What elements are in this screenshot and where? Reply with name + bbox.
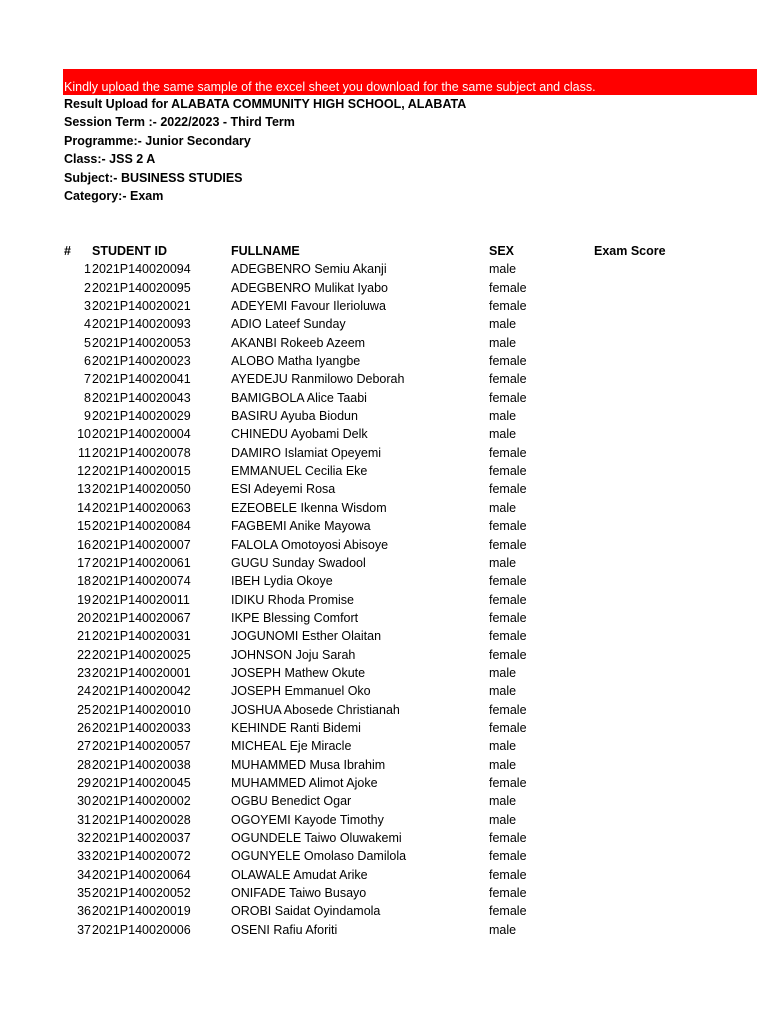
row-number: 30 xyxy=(77,794,91,809)
fullname-cell: ADEGBENRO Mulikat Iyabo xyxy=(231,280,388,295)
student-id-cell: 2021P140020052 xyxy=(92,886,191,901)
student-id-cell: 2021P140020042 xyxy=(92,684,191,699)
fullname-cell: OGOYEMI Kayode Timothy xyxy=(231,812,384,827)
fullname-cell: JOGUNOMI Esther Olaitan xyxy=(231,629,382,644)
student-id-cell: 2021P140020028 xyxy=(92,812,191,827)
row-number: 2 xyxy=(84,280,91,295)
sex-cell: male xyxy=(489,427,517,442)
programme: Programme:- Junior Secondary xyxy=(64,133,251,148)
student-table xyxy=(0,242,768,939)
sex-cell: female xyxy=(489,445,527,460)
table-row xyxy=(0,389,768,407)
row-number: 29 xyxy=(77,775,91,790)
student-id-cell: 2021P140020093 xyxy=(92,317,191,332)
student-id-cell: 2021P140020072 xyxy=(92,849,191,864)
table-row xyxy=(0,536,768,554)
student-id-cell: 2021P140020094 xyxy=(92,262,191,277)
student-id-cell: 2021P140020078 xyxy=(92,445,191,460)
row-number: 12 xyxy=(77,464,91,479)
table-row xyxy=(0,370,768,388)
fullname-cell: DAMIRO Islamiat Opeyemi xyxy=(231,445,382,460)
sex-cell: female xyxy=(489,574,527,589)
table-row xyxy=(0,866,768,884)
sex-cell: female xyxy=(489,280,527,295)
student-id-cell: 2021P140020011 xyxy=(92,592,190,607)
row-number: 11 xyxy=(78,445,91,460)
sex-cell: female xyxy=(489,482,527,497)
row-number: 10 xyxy=(77,427,91,442)
row-number: 4 xyxy=(84,317,91,332)
fullname-cell: MUHAMMED Alimot Ajoke xyxy=(231,775,378,790)
row-number: 8 xyxy=(84,390,91,405)
row-number: 32 xyxy=(77,831,91,845)
fullname-cell: OGUNDELE Taiwo Oluwakemi xyxy=(231,831,402,845)
row-number: 28 xyxy=(77,757,91,772)
table-row xyxy=(0,811,768,829)
student-id-cell: 2021P140020015 xyxy=(92,464,191,479)
fullname-cell: JOSEPH Emmanuel Oko xyxy=(231,684,371,699)
sex-cell: female xyxy=(489,354,527,369)
fullname-cell: ADEGBENRO Semiu Akanji xyxy=(231,262,387,277)
row-number: 16 xyxy=(77,537,91,552)
sex-cell: male xyxy=(489,500,517,515)
fullname-cell: BAMIGBOLA Alice Taabi xyxy=(231,390,367,405)
fullname-cell: JOHNSON Joju Sarah xyxy=(231,647,356,662)
fullname-cell: MUHAMMED Musa Ibrahim xyxy=(231,757,386,772)
table-row xyxy=(0,756,768,774)
student-id-cell: 2021P140020063 xyxy=(92,500,191,515)
header-exam-score: Exam Score xyxy=(594,244,666,258)
fullname-cell: ESI Adeyemi Rosa xyxy=(231,482,336,497)
sex-cell: male xyxy=(489,665,517,680)
student-id-cell: 2021P140020010 xyxy=(92,702,191,717)
table-row xyxy=(0,499,768,517)
row-number: 6 xyxy=(84,354,91,369)
fullname-cell: FAGBEMI Anike Mayowa xyxy=(231,519,371,534)
table-row xyxy=(0,627,768,645)
table-row xyxy=(0,719,768,737)
sex-cell: male xyxy=(489,794,517,809)
sex-cell: male xyxy=(489,684,517,699)
table-row xyxy=(0,609,768,627)
row-number: 34 xyxy=(77,867,91,882)
sex-cell: female xyxy=(489,886,527,901)
table-row xyxy=(0,847,768,865)
fullname-cell: GUGU Sunday Swadool xyxy=(231,555,366,570)
student-id-cell: 2021P140020064 xyxy=(92,867,191,882)
student-id-cell: 2021P140020084 xyxy=(92,519,191,534)
fullname-cell: IKPE Blessing Comfort xyxy=(231,610,359,625)
table-row xyxy=(0,462,768,480)
table-row xyxy=(0,517,768,535)
school-title: Result Upload for ALABATA COMMUNITY HIGH SCHOOL, ALABATA xyxy=(64,97,467,111)
student-id-cell: 2021P140020019 xyxy=(92,904,191,919)
sex-cell: male xyxy=(489,757,517,772)
student-id-cell: 2021P140020037 xyxy=(92,831,191,845)
sex-cell: female xyxy=(489,464,527,479)
student-id-cell: 2021P140020043 xyxy=(92,390,191,405)
session-term: Session Term :- 2022/2023 - Third Term xyxy=(64,115,295,130)
row-number: 25 xyxy=(77,702,91,717)
student-id-cell: 2021P140020007 xyxy=(92,537,191,552)
student-id-cell: 2021P140020006 xyxy=(92,922,191,937)
row-number: 14 xyxy=(77,500,91,515)
row-number: 35 xyxy=(77,886,91,901)
row-number: 27 xyxy=(77,739,91,754)
student-id-cell: 2021P140020002 xyxy=(92,794,191,809)
banner-text: Kindly upload the same sample of the excel sheet you download for the same subject and class. xyxy=(64,80,596,94)
row-number: 18 xyxy=(77,574,91,589)
table-row xyxy=(0,297,768,315)
fullname-cell: ADEYEMI Favour Ilerioluwa xyxy=(231,299,386,314)
header-sex: SEX xyxy=(489,244,515,258)
sex-cell: female xyxy=(489,519,527,534)
student-id-cell: 2021P140020041 xyxy=(92,372,191,387)
row-number: 36 xyxy=(77,904,91,919)
sex-cell: female xyxy=(489,629,527,644)
row-number: 13 xyxy=(77,482,91,497)
table-row xyxy=(0,260,768,278)
fullname-cell: ALOBO Matha Iyangbe xyxy=(231,354,361,369)
fullname-cell: EZEOBELE Ikenna Wisdom xyxy=(231,500,387,515)
upload-instruction-banner xyxy=(63,69,757,95)
row-number: 37 xyxy=(77,922,91,937)
student-id-cell: 2021P140020038 xyxy=(92,757,191,772)
fullname-cell: KEHINDE Ranti Bidemi xyxy=(231,720,361,735)
row-number: 20 xyxy=(77,610,91,625)
fullname-cell: OGUNYELE Omolaso Damilola xyxy=(231,849,407,864)
sex-cell: female xyxy=(489,720,527,735)
student-id-cell: 2021P140020029 xyxy=(92,409,191,424)
table-row xyxy=(0,884,768,902)
table-header-row xyxy=(0,242,768,260)
table-row xyxy=(0,407,768,425)
fullname-cell: JOSHUA Abosede Christianah xyxy=(231,702,400,717)
row-number: 9 xyxy=(84,409,91,424)
sex-cell: female xyxy=(489,592,527,607)
row-number: 1 xyxy=(84,262,91,277)
student-id-cell: 2021P140020001 xyxy=(92,665,191,680)
sex-cell: female xyxy=(489,390,527,405)
fullname-cell: MICHEAL Eje Miracle xyxy=(231,739,352,754)
sex-cell: male xyxy=(489,812,517,827)
fullname-cell: OROBI Saidat Oyindamola xyxy=(231,904,381,919)
fullname-cell: AKANBI Rokeeb Azeem xyxy=(231,335,366,350)
fullname-cell: EMMANUEL Cecilia Eke xyxy=(231,464,368,479)
table-row xyxy=(0,902,768,920)
sex-cell: male xyxy=(489,555,517,570)
fullname-cell: CHINEDU Ayobami Delk xyxy=(231,427,368,442)
header-fullname: FULLNAME xyxy=(231,244,300,258)
fullname-cell: OGBU Benedict Ogar xyxy=(231,794,352,809)
table-row xyxy=(0,334,768,352)
row-number: 19 xyxy=(77,592,91,607)
student-id-cell: 2021P140020033 xyxy=(92,720,191,735)
row-number: 23 xyxy=(77,665,91,680)
student-id-cell: 2021P140020025 xyxy=(92,647,191,662)
sex-cell: male xyxy=(489,409,517,424)
sex-cell: female xyxy=(489,867,527,882)
header-number: # xyxy=(64,244,71,258)
sex-cell: female xyxy=(489,610,527,625)
table-row xyxy=(0,554,768,572)
table-row xyxy=(0,682,768,700)
table-row xyxy=(0,646,768,664)
sex-cell: female xyxy=(489,849,527,864)
fullname-cell: JOSEPH Mathew Okute xyxy=(231,665,366,680)
fullname-cell: ONIFADE Taiwo Busayo xyxy=(231,886,367,901)
table-row xyxy=(0,591,768,609)
table-row xyxy=(0,774,768,792)
table-row xyxy=(0,701,768,719)
table-row xyxy=(0,480,768,498)
row-number: 7 xyxy=(84,372,91,387)
student-id-cell: 2021P140020031 xyxy=(92,629,191,644)
fullname-cell: IDIKU Rhoda Promise xyxy=(231,592,354,607)
student-id-cell: 2021P140020045 xyxy=(92,775,191,790)
table-body xyxy=(0,260,768,939)
sex-cell: female xyxy=(489,299,527,314)
row-number: 26 xyxy=(77,720,91,735)
fullname-cell: IBEH Lydia Okoye xyxy=(231,574,333,589)
row-number: 31 xyxy=(77,812,91,827)
class-label: Class:- JSS 2 A xyxy=(64,152,156,167)
row-number: 24 xyxy=(77,684,91,699)
student-id-cell: 2021P140020021 xyxy=(92,299,191,314)
fullname-cell: OSENI Rafiu Aforiti xyxy=(231,922,338,937)
table-row xyxy=(0,737,768,755)
student-id-cell: 2021P140020023 xyxy=(92,354,191,369)
table-row xyxy=(0,315,768,333)
sex-cell: male xyxy=(489,335,517,350)
sex-cell: female xyxy=(489,647,527,662)
student-id-cell: 2021P140020067 xyxy=(92,610,191,625)
sex-cell: female xyxy=(489,831,527,845)
row-number: 22 xyxy=(77,647,91,662)
table-row xyxy=(0,921,768,939)
table-row xyxy=(0,664,768,682)
student-id-cell: 2021P140020061 xyxy=(92,555,191,570)
row-number: 17 xyxy=(77,555,91,570)
fullname-cell: OLAWALE Amudat Arike xyxy=(231,867,368,882)
sex-cell: male xyxy=(489,317,517,332)
fullname-cell: BASIRU Ayuba Biodun xyxy=(231,409,358,424)
student-id-cell: 2021P140020050 xyxy=(92,482,191,497)
row-number: 3 xyxy=(84,299,91,314)
fullname-cell: ADIO Lateef Sunday xyxy=(231,317,346,332)
sex-cell: female xyxy=(489,904,527,919)
row-number: 21 xyxy=(77,629,91,644)
row-number: 15 xyxy=(77,519,91,534)
header-student-id: STUDENT ID xyxy=(92,244,167,258)
table-row xyxy=(0,829,768,847)
sex-cell: female xyxy=(489,537,527,552)
sex-cell: male xyxy=(489,922,517,937)
student-id-cell: 2021P140020004 xyxy=(92,427,191,442)
fullname-cell: AYEDEJU Ranmilowo Deborah xyxy=(231,372,405,387)
student-id-cell: 2021P140020057 xyxy=(92,739,191,754)
student-id-cell: 2021P140020053 xyxy=(92,335,191,350)
result-upload-header xyxy=(64,95,466,205)
sex-cell: female xyxy=(489,775,527,790)
subject-label: Subject:- BUSINESS STUDIES xyxy=(64,170,243,185)
table-row xyxy=(0,352,768,370)
row-number: 33 xyxy=(77,849,91,864)
table-row xyxy=(0,792,768,810)
sex-cell: female xyxy=(489,702,527,717)
sex-cell: male xyxy=(489,262,517,277)
fullname-cell: FALOLA Omotoyosi Abisoye xyxy=(231,537,389,552)
table-row xyxy=(0,572,768,590)
table-row xyxy=(0,279,768,297)
student-id-cell: 2021P140020074 xyxy=(92,574,191,589)
table-row xyxy=(0,425,768,443)
row-number: 5 xyxy=(84,335,91,350)
sex-cell: female xyxy=(489,372,527,387)
sex-cell: male xyxy=(489,739,517,754)
student-id-cell: 2021P140020095 xyxy=(92,280,191,295)
table-row xyxy=(0,444,768,462)
category-label: Category:- Exam xyxy=(64,189,164,204)
